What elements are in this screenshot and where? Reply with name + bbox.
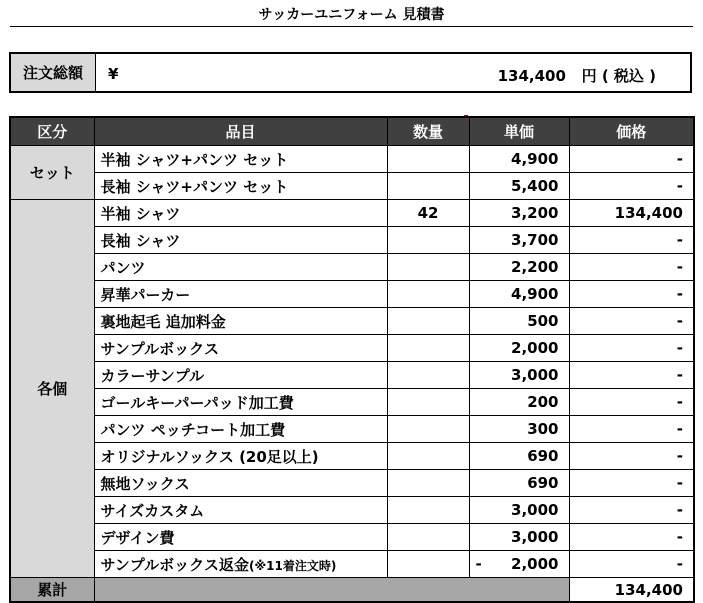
summary-label[interactable]: 累計 [10,578,94,603]
quantity-cell[interactable] [387,497,469,524]
order-total-amount: 134,400 [497,67,566,85]
price-cell[interactable]: - [569,551,694,578]
summary-row [10,578,694,603]
quantity-cell[interactable] [387,281,469,308]
item-name: オリジナルソックス (20足以上) [100,447,319,466]
item-cell[interactable] [94,443,387,470]
item-name: 半袖 シャツ [100,204,181,223]
order-total-value-cell[interactable] [96,54,690,91]
quantity-cell[interactable] [387,254,469,281]
unit-price-cell[interactable]: 300 [469,416,569,443]
table-row [10,254,694,281]
header-item: 品目 [94,117,387,146]
table-row [10,470,694,497]
table-row [10,389,694,416]
quantity-cell[interactable] [387,308,469,335]
unit-price-cell[interactable]: 3,000 [469,524,569,551]
title-underline [10,26,693,27]
unit-price-sign: - [475,555,482,573]
item-name: サンプルボックス [100,339,220,358]
order-total-label: 注文総額 [11,54,96,91]
table-row [10,497,694,524]
quantity-cell[interactable] [387,470,469,497]
unit-price-cell[interactable]: 4,900 [469,281,569,308]
document-title: サッカーユニフォーム 見積書 [258,7,445,23]
quantity-cell[interactable] [387,551,469,578]
item-cell[interactable] [94,362,387,389]
price-cell[interactable]: - [569,524,694,551]
header-unit-price: 単価 [469,117,569,146]
unit-price-value: 2,000 [511,555,559,573]
unit-price-cell[interactable]: 4,900 [469,146,569,173]
item-cell[interactable] [94,416,387,443]
unit-price-cell[interactable]: 3,700 [469,227,569,254]
quantity-cell[interactable] [387,227,469,254]
item-name: 昇華パーカー [100,285,191,304]
order-total-suffix: 円 ( 税込 ) [581,67,656,85]
item-name: デザイン費 [100,528,175,547]
price-cell[interactable]: - [569,416,694,443]
item-name: 長袖 シャツ+パンツ セット [100,177,289,196]
table-row [10,281,694,308]
item-name: 裏地起毛 追加料金 [100,312,226,331]
table-row [10,200,694,227]
quantity-cell[interactable] [387,443,469,470]
quantity-cell[interactable] [387,173,469,200]
item-cell[interactable] [94,335,387,362]
item-cell[interactable] [94,497,387,524]
unit-price-cell[interactable]: 2,000 [469,335,569,362]
price-cell[interactable]: - [569,335,694,362]
quantity-cell[interactable] [387,335,469,362]
item-note: (※11着注文時) [249,558,337,573]
quantity-cell[interactable] [387,416,469,443]
item-cell[interactable] [94,254,387,281]
table-row [10,308,694,335]
table-row [10,173,694,200]
item-cell[interactable] [94,524,387,551]
summary-total-price[interactable]: 134,400 [569,578,694,603]
price-cell[interactable]: - [569,497,694,524]
price-cell[interactable]: 134,400 [569,200,694,227]
category-cell[interactable]: 各個 [10,200,94,578]
item-name: パンツ ペッチコート加工費 [100,420,286,439]
table-header-row [10,117,694,146]
order-total-box [9,52,692,93]
price-cell[interactable]: - [569,389,694,416]
item-name: 無地ソックス [100,474,190,493]
item-name: 長袖 シャツ [100,231,181,250]
item-cell[interactable] [94,308,387,335]
price-cell[interactable]: - [569,362,694,389]
item-cell[interactable] [94,173,387,200]
unit-price-cell[interactable]: 690 [469,443,569,470]
item-name: 半袖 シャツ+パンツ セット [100,150,289,169]
price-cell[interactable]: - [569,470,694,497]
unit-price-cell[interactable]: 3,000 [469,362,569,389]
table-row [10,335,694,362]
category-cell[interactable]: セット [10,146,94,200]
summary-empty-cell[interactable] [94,578,569,603]
unit-price-cell[interactable]: 500 [469,308,569,335]
item-name: サンプルボックス返金 [100,555,250,574]
unit-price-cell[interactable]: 2,200 [469,254,569,281]
price-cell[interactable]: - [569,227,694,254]
price-cell[interactable]: - [569,146,694,173]
table-row [10,416,694,443]
item-name: パンツ [100,258,146,277]
item-cell[interactable] [94,470,387,497]
price-cell[interactable]: - [569,308,694,335]
quantity-cell[interactable] [387,362,469,389]
table-row [10,227,694,254]
item-name: サイズカスタム [100,501,205,520]
item-cell[interactable] [94,551,387,578]
quantity-cell[interactable] [387,146,469,173]
estimate-table [9,116,695,603]
price-cell[interactable]: - [569,254,694,281]
quantity-cell[interactable] [387,524,469,551]
item-name: ゴールキーパーパッド加工費 [100,393,294,412]
unit-price-cell[interactable]: 200 [469,389,569,416]
order-total-currency: ¥ [108,65,119,83]
quantity-cell[interactable]: 42 [387,200,469,227]
table-row [10,551,694,578]
item-cell[interactable] [94,146,387,173]
header-quantity: 数量 [387,117,469,146]
table-row [10,443,694,470]
unit-price-cell[interactable]: 690 [469,470,569,497]
price-cell[interactable]: - [569,173,694,200]
unit-price-cell[interactable]: 3,200 [469,200,569,227]
header-category: 区分 [10,117,94,146]
item-cell[interactable] [94,389,387,416]
table-row [10,362,694,389]
quantity-cell[interactable] [387,389,469,416]
price-cell[interactable]: - [569,443,694,470]
header-price: 価格 [569,117,694,146]
item-name: カラーサンプル [100,366,205,385]
unit-price-cell[interactable]: 5,400 [469,173,569,200]
item-cell[interactable] [94,281,387,308]
table-row [10,146,694,173]
item-cell[interactable] [94,200,387,227]
table-row [10,524,694,551]
unit-price-cell[interactable]: 3,000 [469,497,569,524]
order-total-amount-line [498,65,656,86]
price-cell[interactable]: - [569,281,694,308]
unit-price-cell[interactable] [469,551,569,578]
item-cell[interactable] [94,227,387,254]
